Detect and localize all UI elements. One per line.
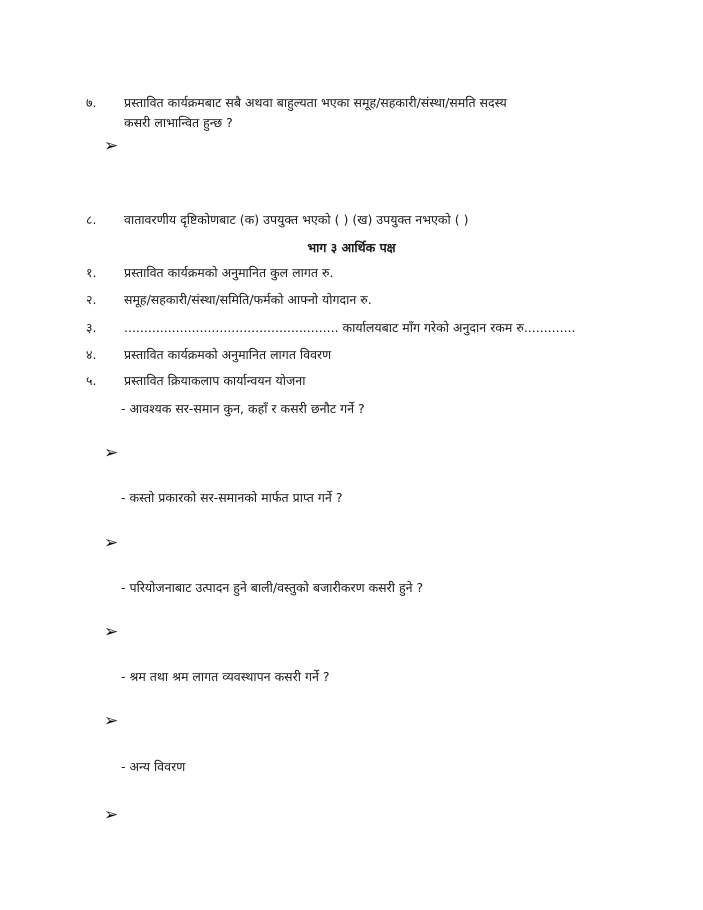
question-7-line-2: कसरी लाभान्वित हुन्छ ? [124, 115, 233, 130]
item-number: ५. [86, 373, 97, 388]
section-3-item-1: प्रस्तावित कार्यक्रमको अनुमानित कुल लागत रु. [124, 265, 334, 280]
arrow-bullet-icon: ➢ [104, 443, 119, 463]
section-3-item-3: ...................................................... कार्यालयबाट माँग गरेको अनुदान रकम रु............. [124, 320, 576, 335]
arrow-bullet-icon: ➢ [104, 622, 119, 642]
sub-question-1: - आवश्यक सर-समान कुन, कहाँ र कसरी छनौट गर्ने ? [121, 401, 365, 416]
section-3-heading: भाग ३ आर्थिक पक्ष [307, 240, 396, 255]
sub-question-3: - परियोजनाबाट उत्पादन हुने बाली/वस्तुको बजारीकरण कसरी हुने ? [121, 580, 424, 595]
arrow-bullet-icon: ➢ [104, 805, 119, 825]
section-3-item-2: समूह/सहकारी/संस्था/समिति/फर्मको आफ्नो योगदान रु. [124, 292, 372, 307]
sub-question-4: - श्रम तथा श्रम लागत व्यवस्थापन कसरी गर्ने ? [121, 669, 330, 684]
arrow-bullet-icon: ➢ [104, 533, 119, 553]
item-number: २. [86, 292, 97, 307]
sub-question-5: - अन्य विवरण [121, 759, 186, 774]
question-8-text: वातावरणीय दृष्टिकोणबाट (क) उपयुक्त भएको ( ) (ख) उपयुक्त नभएको ( ) [124, 212, 469, 227]
item-number: ३. [86, 320, 97, 335]
arrow-bullet-icon: ➢ [104, 711, 119, 731]
item-number-8: ८. [86, 212, 97, 227]
item-number: ४. [86, 347, 97, 362]
item-number-7: ७. [86, 95, 97, 110]
section-3-item-5: प्रस्तावित क्रियाकलाप कार्यान्वयन योजना [124, 373, 306, 388]
sub-question-2: - कस्तो प्रकारको सर-समानको मार्फत प्राप्त गर्ने ? [121, 490, 343, 505]
section-3-item-4: प्रस्तावित कार्यक्रमको अनुमानित लागत विवरण [124, 347, 332, 362]
item-number: १. [86, 265, 97, 280]
question-7-line-1: प्रस्तावित कार्यक्रमबाट सबै अथवा बाहुल्यता भएका समूह/सहकारी/संस्था/समति सदस्य [124, 95, 507, 110]
arrow-bullet-icon: ➢ [104, 136, 119, 156]
